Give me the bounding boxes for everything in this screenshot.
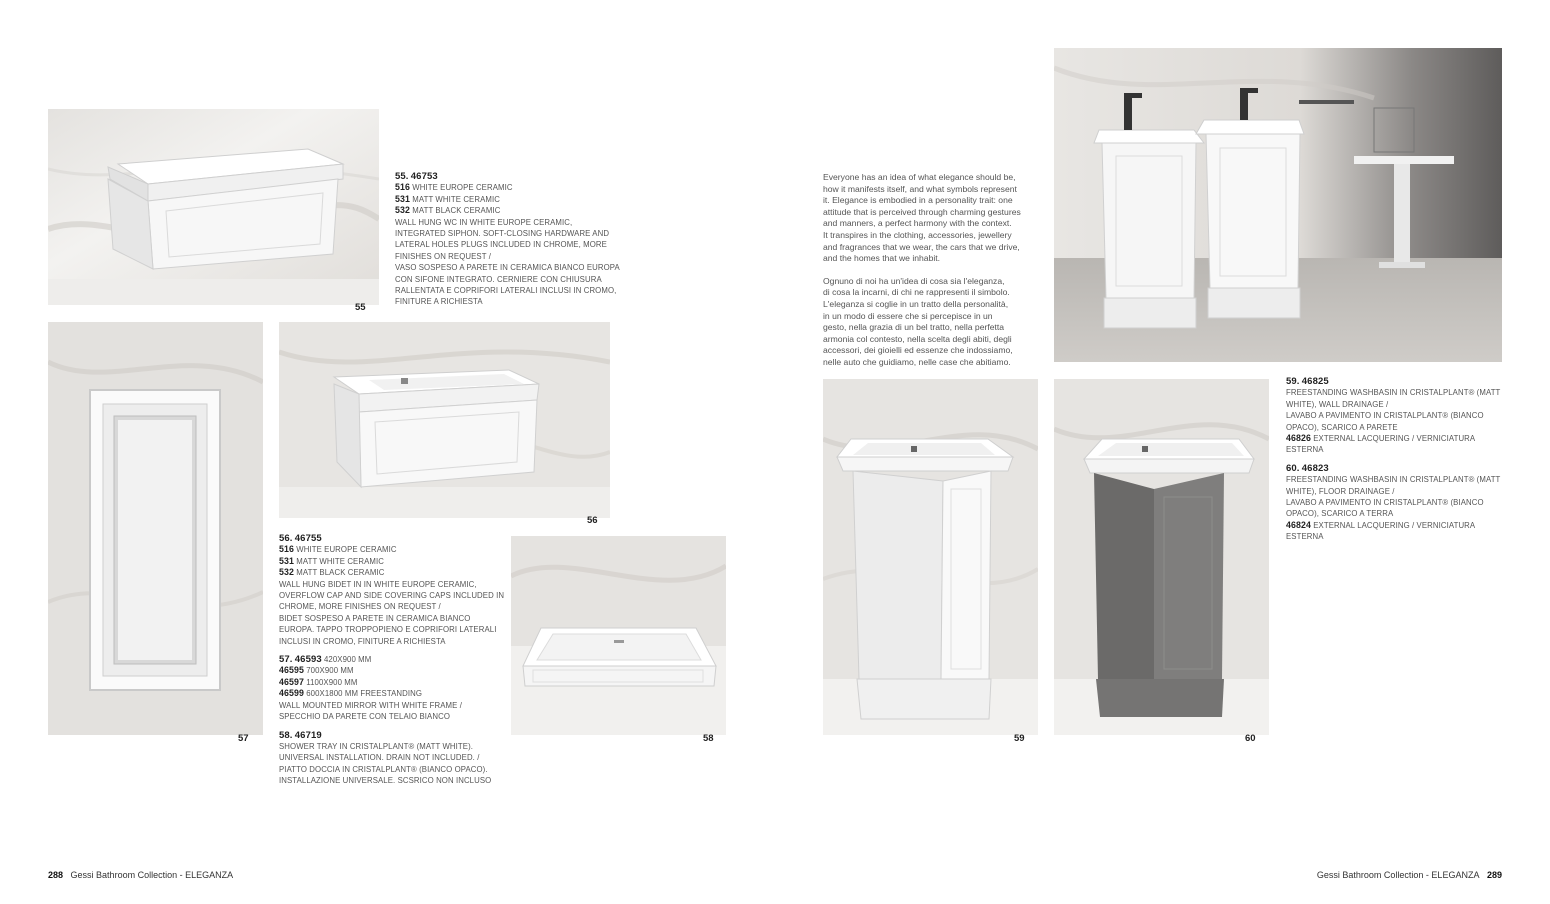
intro-line: and fragrances that we wear, the cars that we drive,: [823, 241, 1020, 252]
photo-number-59: 59: [1014, 733, 1025, 744]
item-code: 46753: [410, 171, 438, 182]
spec-heading: [395, 171, 620, 182]
photo-mirror: [48, 322, 263, 735]
intro-line: it. Elegance is embodied in a personality trait: one: [823, 195, 1013, 206]
description-line: EUROPA. TAPPO TROPPOPIENO E COPRIFORI LATERALI: [279, 625, 497, 635]
description-line: OPACO), SCARICO A PARETE: [1286, 422, 1398, 432]
intro-line: how it manifests itself, and what symbols represent: [823, 183, 1017, 194]
intro-line: and manners, a perfect harmony with the context.: [823, 218, 1012, 229]
description-line: VASO SOSPESO A PARETE IN CERAMICA BIANCO EUROPA: [395, 263, 620, 273]
description-line: SHOWER TRAY IN CRISTALPLANT® (MATT WHITE).: [279, 741, 474, 751]
photo-bidet: [279, 322, 610, 518]
option-line: ESTERNA: [1286, 532, 1324, 542]
finish-line: 532 MATT BLACK CERAMIC: [395, 205, 501, 216]
spec-heading: 60. 46823: [1286, 462, 1329, 474]
footer-title: Gessi Bathroom Collection - ELEGANZA: [70, 870, 234, 880]
finish-line: 532 MATT BLACK CERAMIC: [279, 567, 385, 578]
option-line: 46826 EXTERNAL LACQUERING / VERNICIATURA: [1286, 433, 1476, 444]
description-line: OPACO), SCARICO A TERRA: [1286, 509, 1394, 519]
finish-line: 531 MATT WHITE CERAMIC: [395, 193, 500, 204]
photo-number-60: 60: [1245, 733, 1256, 744]
intro-line: L'eleganza si coglie in un tratto della personalità,: [823, 298, 1009, 309]
description-line: CON SIFONE INTEGRATO. CERNIERE CON CHIUSURA: [395, 274, 602, 284]
intro-line: attitude that is perceived through charming gestures: [823, 206, 1021, 217]
description-line: LAVABO A PAVIMENTO IN CRISTALPLANT® (BIANCO: [1286, 411, 1484, 421]
footer-right: [1317, 870, 1502, 880]
intro-text: [823, 172, 1021, 369]
description-line: PIATTO DOCCIA IN CRISTALPLANT® (BIANCO OPACO).: [279, 764, 488, 774]
size-line: 46599 600X1800 MM FREESTANDING: [279, 688, 423, 699]
description-line: WHITE), WALL DRAINAGE /: [1286, 399, 1389, 409]
intro-line: Everyone has an idea of what elegance should be,: [823, 172, 1016, 182]
description-line: WHITE), FLOOR DRAINAGE /: [1286, 486, 1395, 496]
option-line: ESTERNA: [1286, 445, 1324, 455]
footer-left: [48, 870, 233, 880]
description-line: LATERAL HOLES PLUGS INCLUDED IN CHROME, MORE: [395, 240, 607, 250]
description-line: LAVABO A PAVIMENTO IN CRISTALPLANT® (BIANCO: [1286, 498, 1484, 508]
intro-line: It transpires in the clothing, accessories, jewellery: [823, 229, 1012, 240]
description-line: WALL HUNG BIDET IN IN WHITE EUROPE CERAMIC,: [279, 579, 477, 589]
finish-line: 531 MATT WHITE CERAMIC: [279, 555, 384, 566]
spec-heading: 56. 46755: [279, 533, 322, 544]
description-line: WALL HUNG WC IN WHITE EUROPE CERAMIC,: [395, 217, 573, 227]
spec-items-59-60: [1286, 376, 1500, 543]
size-line: 46595 700X900 MM: [279, 665, 354, 676]
photo-number-56: 56: [587, 515, 598, 526]
description-line: UNIVERSAL INSTALLATION. DRAIN NOT INCLUDED. /: [279, 753, 480, 763]
description-line: INSTALLAZIONE UNIVERSALE. SCSRICO NON INCLUSO: [279, 776, 492, 786]
size-line: 46597 1100X900 MM: [279, 676, 358, 687]
photo-washbasin-grey: [1054, 379, 1269, 735]
photo-bathroom-scene: [1054, 48, 1502, 362]
page-number: 289: [1486, 870, 1502, 880]
photo-number-55: 55: [355, 302, 366, 313]
description-line: FREESTANDING WASHBASIN IN CRISTALPLANT® (MATT: [1286, 475, 1501, 485]
description-line: FREESTANDING WASHBASIN IN CRISTALPLANT® (MATT: [1286, 388, 1501, 398]
description-line: CHROME, MORE FINISHES ON REQUEST /: [279, 602, 441, 612]
intro-line: Ognuno di noi ha un'idea di cosa sia l'eleganza,: [823, 275, 1005, 286]
description-line: SPECCHIO DA PARETE CON TELAIO BIANCO: [279, 712, 450, 722]
spec-heading: 57. 46593 420X900 MM: [279, 654, 372, 666]
photo-washbasin-white: [823, 379, 1038, 735]
photo-number-57: 57: [238, 733, 249, 744]
option-line: 46824 EXTERNAL LACQUERING / VERNICIATURA: [1286, 519, 1476, 530]
intro-line: nelle auto che guidiamo, nelle case che abitiamo.: [823, 356, 1011, 367]
finish-line: 516 WHITE EUROPE CERAMIC: [279, 544, 397, 555]
description-line: OVERFLOW CAP AND SIDE COVERING CAPS INCLUDED IN: [279, 591, 505, 601]
spec-item-55: [395, 171, 620, 308]
spec-items-56-58: [279, 533, 504, 787]
photo-wc: [48, 109, 379, 305]
item-number: 55.: [395, 171, 409, 182]
spec-heading: 58. 46719: [279, 729, 322, 741]
intro-line: armonia col contesto, nella scelta degli abiti, degli: [823, 333, 1012, 344]
description-line: INTEGRATED SIPHON. SOFT-CLOSING HARDWARE AND: [395, 229, 610, 239]
intro-line: in un modo di essere che si percepisce in un: [823, 310, 993, 321]
intro-line: gesto, nella grazia di un bel tratto, nella perfetta: [823, 322, 1005, 333]
intro-line: di cosa la incarni, di chi ne rappresenti il simbolo.: [823, 287, 1010, 298]
photo-shower-tray: [511, 536, 726, 735]
photo-number-58: 58: [703, 733, 714, 744]
page-number: 288: [48, 870, 64, 880]
description-line: FINISHES ON REQUEST /: [395, 251, 491, 261]
intro-line: and the homes that we inhabit.: [823, 253, 941, 264]
footer-title: Gessi Bathroom Collection - ELEGANZA: [1316, 870, 1480, 880]
description-line: WALL MOUNTED MIRROR WITH WHITE FRAME /: [279, 700, 462, 710]
description-line: FINITURE A RICHIESTA: [395, 297, 483, 307]
finish-line: 516 WHITE EUROPE CERAMIC: [395, 182, 513, 193]
intro-line: accessori, dei gioielli ed essenze che indossiamo,: [823, 345, 1013, 356]
description-line: INCLUSI IN CROMO, FINITURE A RICHIESTA: [279, 636, 446, 646]
description-line: RALLENTATA E COPRIFORI LATERALI INCLUSI IN CROMO,: [395, 286, 617, 296]
description-line: BIDET SOSPESO A PARETE IN CERAMICA BIANCO: [279, 613, 471, 623]
spec-heading: 59. 46825: [1286, 376, 1329, 387]
